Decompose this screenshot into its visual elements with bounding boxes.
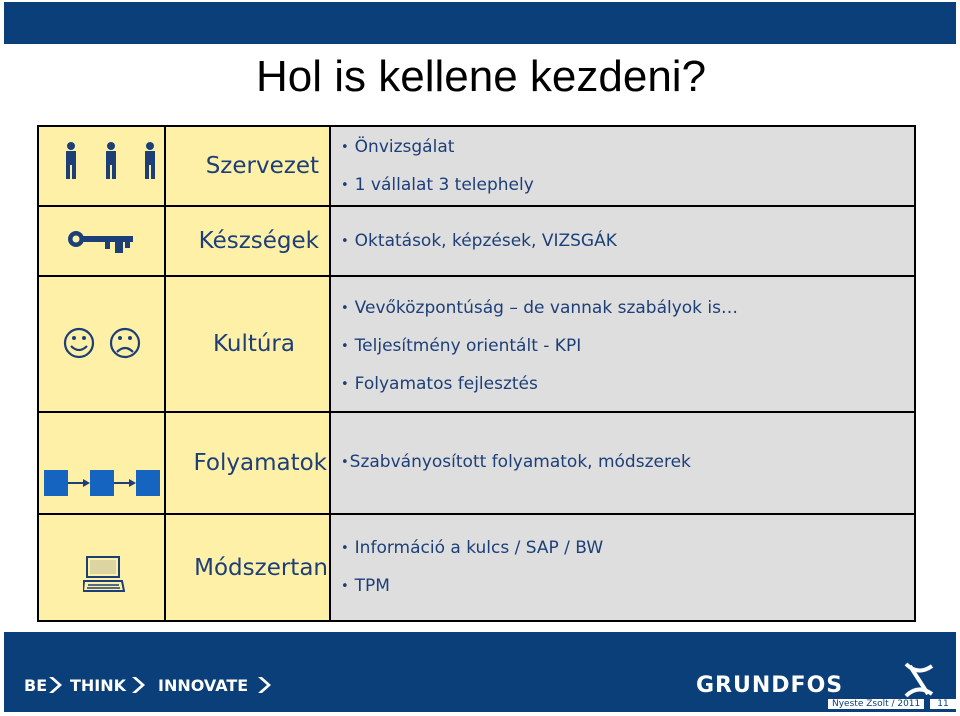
row-label-keszsegek: Készségek (198, 228, 319, 254)
row-desc-cell (331, 515, 914, 620)
row-desc-cell (331, 127, 914, 205)
bullet-list (341, 443, 908, 481)
smiley-faces-icon (63, 326, 143, 360)
row-label-cell (166, 127, 329, 205)
be-think-innovate-logo (24, 674, 284, 696)
bullet-list (341, 222, 908, 260)
row-icon-cell (39, 127, 164, 205)
slide-title: Hol is kellene kezdeni? (256, 52, 707, 101)
row-desc-cell (331, 277, 914, 411)
bullet-list (341, 529, 908, 605)
bullet-item: • 1 vállalat 3 telephely (341, 166, 908, 204)
bullet-item: • TPM (341, 567, 908, 605)
row-desc-cell (331, 207, 914, 275)
footer-bar (4, 632, 956, 712)
row-icon-cell (39, 413, 164, 513)
row-label-folyamatok: Folyamatok (193, 450, 327, 476)
bullet-item: • Információ a kulcs / SAP / BW (341, 529, 908, 567)
bullet-item: • Vevőközpontúság – de vannak szabályok is… (341, 289, 908, 327)
bullet-item: • Oktatások, képzések, VIZSGÁK (341, 222, 908, 260)
people-icon (61, 141, 161, 181)
bullet-item: • Szabványosított folyamatok, módszerek (341, 443, 908, 481)
row-label-cell (166, 207, 329, 275)
bullet-item: • Teljesítmény orientált - KPI (341, 327, 908, 365)
bullet-list (341, 128, 908, 204)
bullet-list (341, 289, 908, 403)
key-icon (67, 225, 139, 257)
row-label-cell (166, 515, 329, 620)
brand-name: GRUNDFOS (696, 673, 844, 698)
top-banner (4, 2, 956, 44)
slogan-innovate: INNOVATE (158, 676, 249, 695)
author-year: Nyeste Zsolt / 2011 (828, 699, 924, 709)
content-table (37, 125, 916, 622)
row-icon-cell (39, 277, 164, 411)
row-label-modszertan: Módszertan (194, 554, 328, 581)
bullet-item: • Önvizsgálat (341, 128, 908, 166)
slogan-think: THINK (70, 676, 127, 695)
slogan-be: BE (24, 676, 48, 695)
row-icon-cell (39, 515, 164, 620)
computer-icon (83, 554, 125, 596)
grundfos-logo (696, 662, 936, 698)
row-desc-cell (331, 413, 914, 513)
row-label-cell (166, 277, 329, 411)
bullet-item: • Folyamatos fejlesztés (341, 365, 908, 403)
process-flow-icon (44, 467, 162, 499)
row-label-cell (166, 413, 329, 513)
row-icon-cell (39, 207, 164, 275)
row-label-szervezet: Szervezet (205, 153, 319, 179)
row-label-kultura: Kultúra (212, 331, 295, 357)
page-number: 11 (930, 699, 956, 709)
